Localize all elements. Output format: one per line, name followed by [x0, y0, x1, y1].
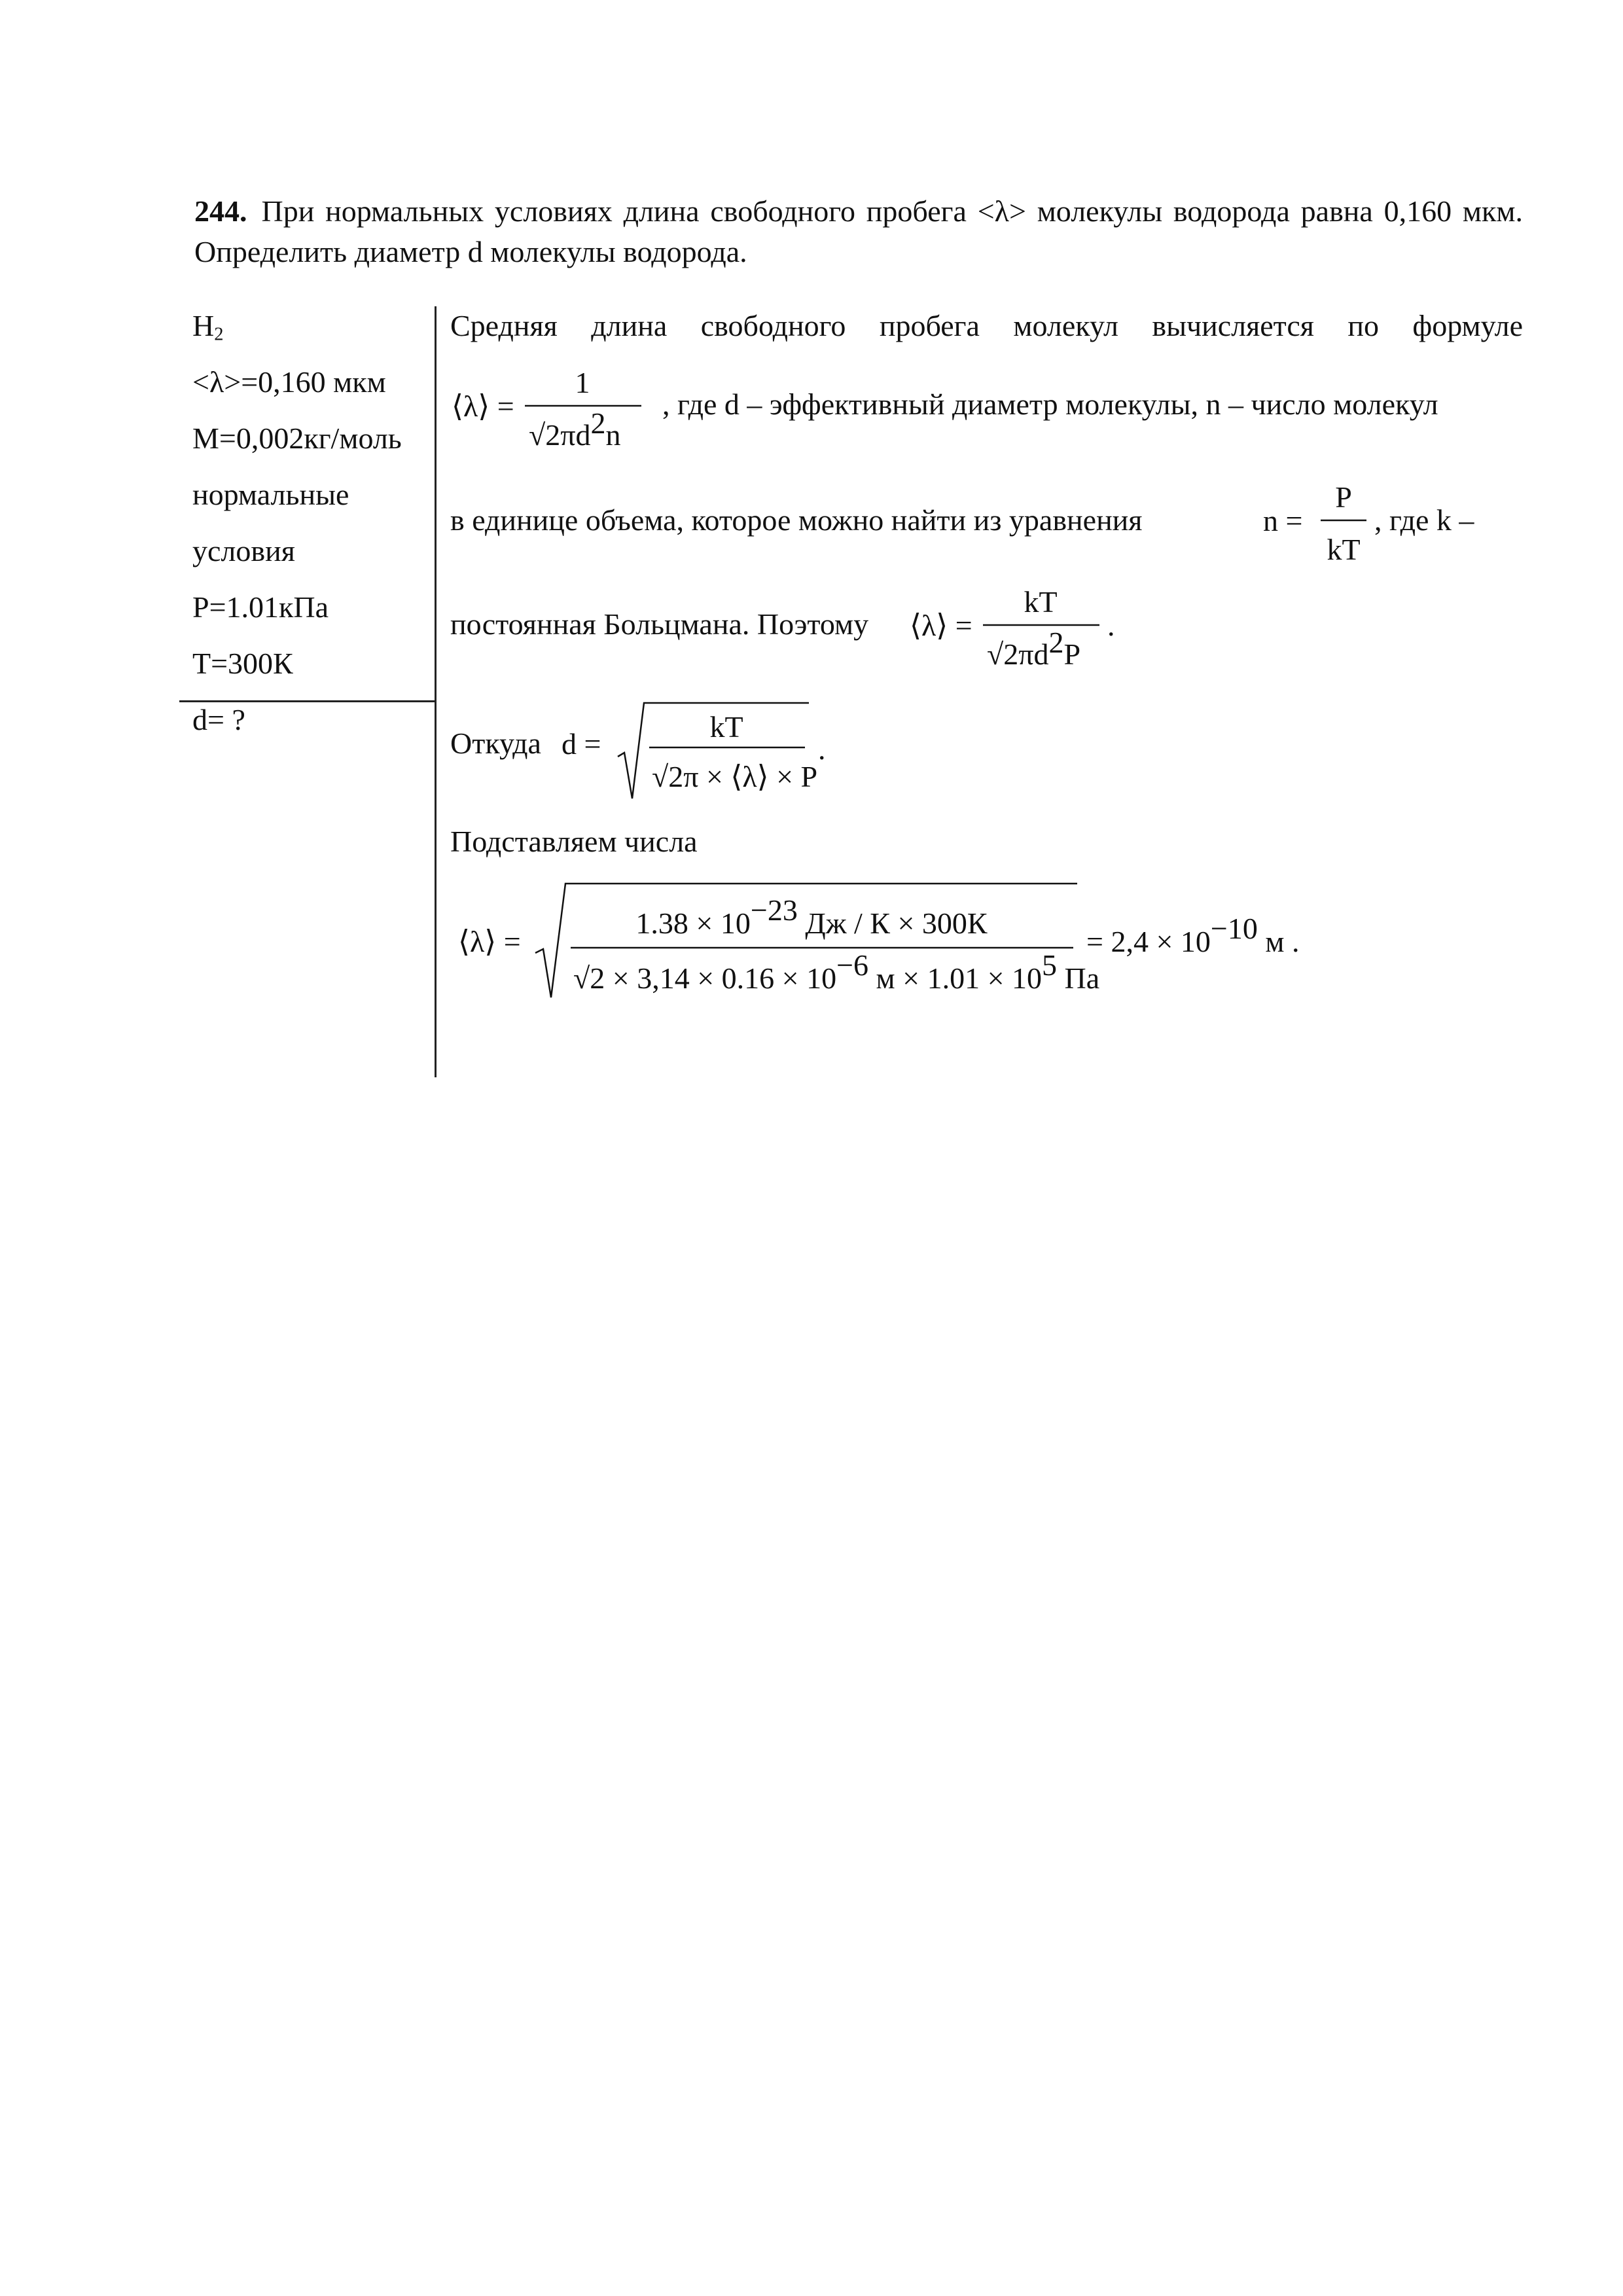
- f5-denominator: √2 × 3,14 × 0.16 × 10−6 м × 1.01 × 105 Па: [573, 948, 1100, 995]
- f5-result: = 2,4 × 10−10 м .: [1086, 912, 1300, 958]
- solution-line-1: Средняя длина свободного пробега молекул вычисляется по формуле: [450, 309, 1523, 342]
- given-lambda: <λ>=0,160 мкм: [192, 365, 386, 399]
- f4-period: .: [818, 732, 826, 766]
- f1-lhs: ⟨λ⟩ =: [452, 389, 514, 423]
- f5-numerator: 1.38 × 10−23 Дж / К × 300К: [635, 893, 988, 940]
- problem-statement: [194, 191, 1523, 272]
- f1-denominator: √2πd2n: [529, 406, 621, 452]
- f2-denominator: kT: [1327, 533, 1361, 566]
- solution-line-4: постоянная Больцмана. Поэтому: [450, 607, 869, 641]
- f4-lhs: d =: [562, 727, 601, 761]
- given-condition-line1: нормальные: [192, 478, 349, 511]
- formula-mean-free-path-pressure: [910, 579, 1132, 687]
- f4-denominator: √2π × ⟨λ⟩ × P: [652, 760, 818, 793]
- f2-numerator: P: [1335, 480, 1352, 514]
- f5-lhs: ⟨λ⟩ =: [458, 925, 521, 958]
- given-find: d= ?: [192, 703, 245, 736]
- solution-line-3: в единице объема, которое можно найти из уравнения: [450, 503, 1143, 537]
- solution-line-2: , где d – эффективный диаметр молекулы, n – число молекул: [662, 387, 1438, 421]
- problem-number: 244.: [194, 194, 247, 228]
- solution-line-3-tail: , где k –: [1374, 503, 1474, 537]
- given-molar-mass: M=0,002кг/моль: [192, 422, 402, 455]
- table-vertical-divider: [435, 306, 437, 1077]
- formula-diameter: [562, 694, 863, 815]
- given-condition-line2: условия: [192, 534, 295, 567]
- f1-numerator: 1: [575, 366, 590, 399]
- f4-numerator: kT: [709, 710, 743, 744]
- solution-line-6: Подставляем числа: [450, 825, 698, 858]
- f3-lhs: ⟨λ⟩ =: [910, 609, 972, 642]
- given-temperature: T=300К: [192, 647, 293, 680]
- solution-line-5: Откуда: [450, 726, 541, 760]
- formula-mean-free-path: [452, 360, 661, 468]
- problem-text: При нормальных условиях длина свободного пробега <λ> молекулы водорода равна 0,160 мкм. Определить диаметр d молекулы водорода.: [194, 194, 1523, 268]
- f3-period: .: [1107, 609, 1115, 642]
- f3-numerator: kT: [1024, 585, 1058, 619]
- f3-denominator: √2πd2P: [987, 626, 1081, 671]
- formula-concentration: [1263, 475, 1374, 583]
- given-gas: $H_2$: [192, 309, 224, 345]
- f2-lhs: n =: [1263, 504, 1303, 537]
- given-pressure: P=1.01кПа: [192, 590, 329, 624]
- formula-numeric-substitution: [458, 877, 1335, 1011]
